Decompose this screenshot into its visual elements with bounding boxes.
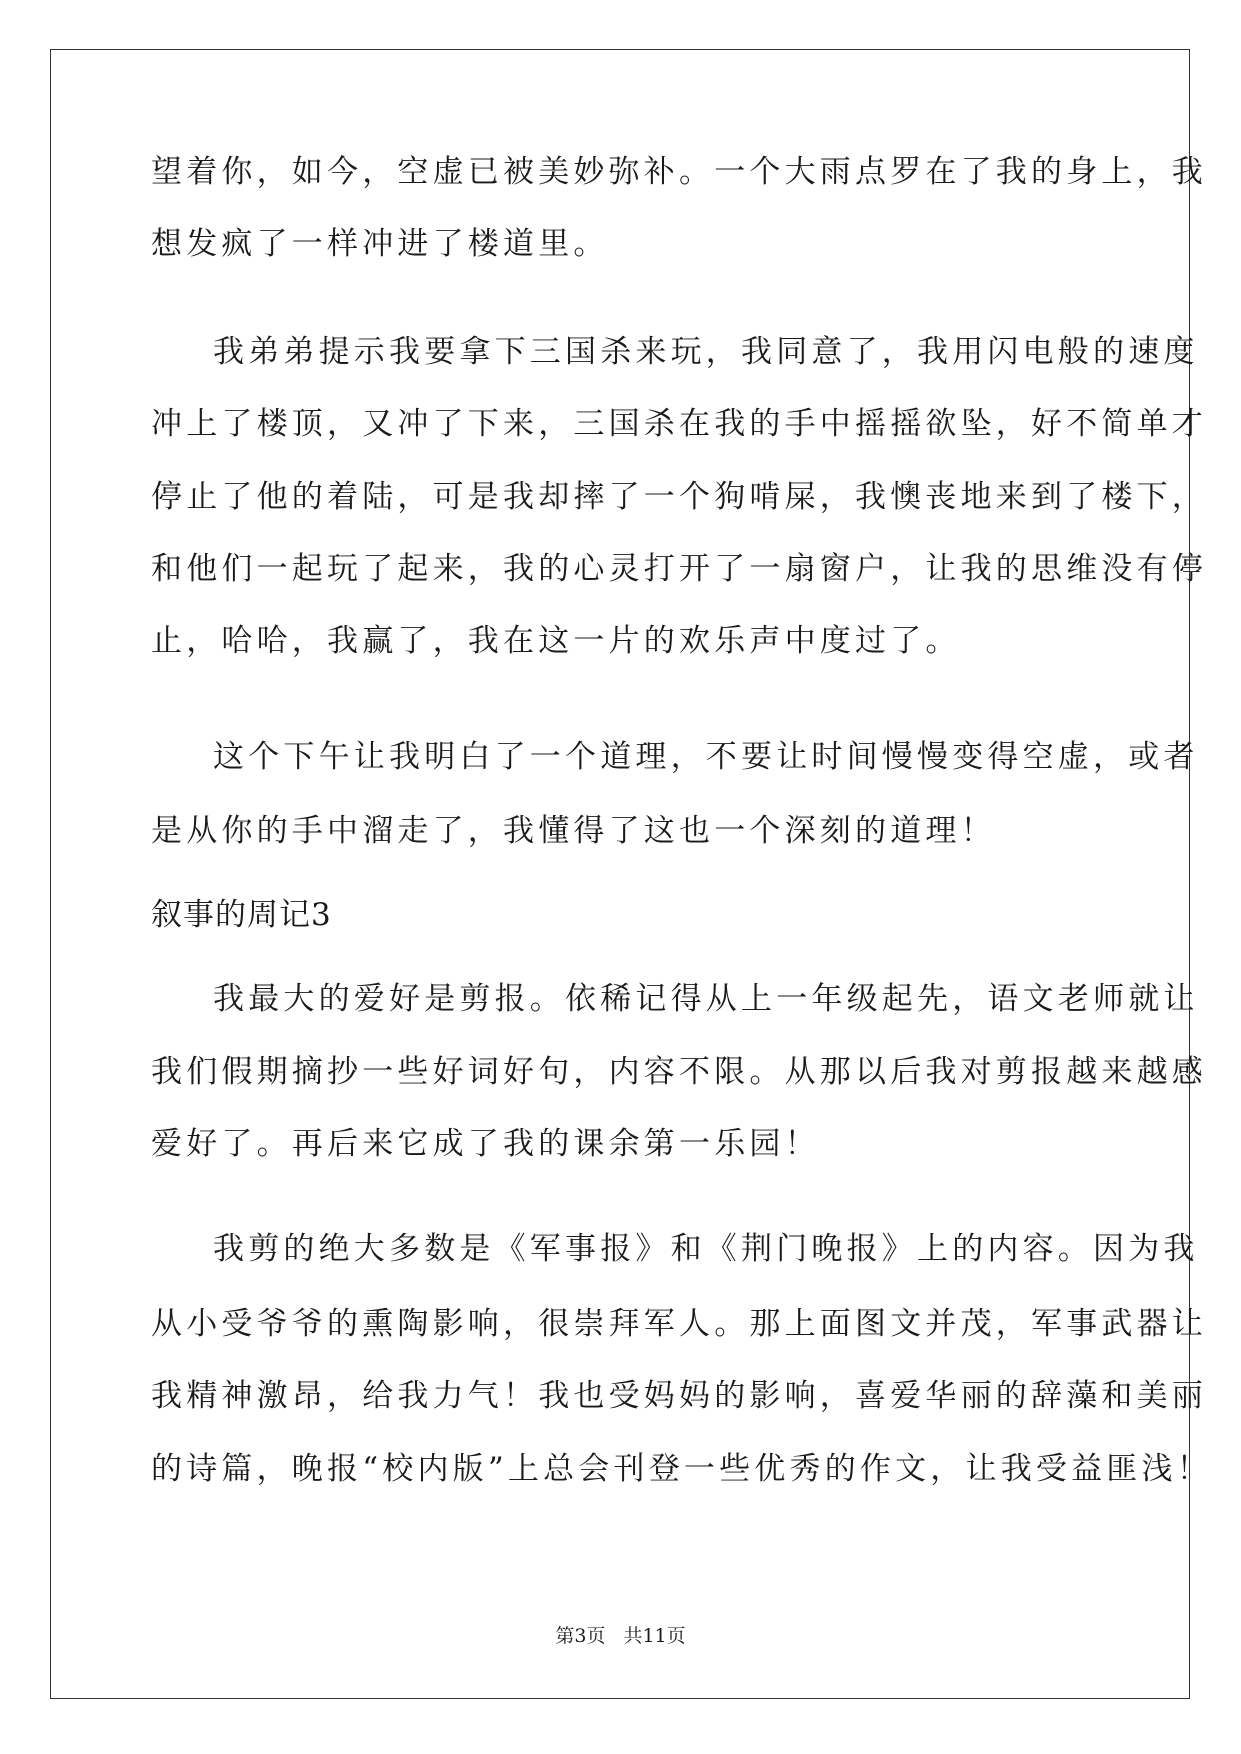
text-line: 是从你的手中溜走了，我懂得了这也一个深刻的道理！ (151, 813, 996, 849)
text-line: 这个下午让我明白了一个道理，不要让时间慢慢变得空虚，或者 (213, 739, 1199, 775)
text-line: 停止了他的着陆，可是我却摔了一个狗啃屎，我懊丧地来到了楼下， (151, 479, 1207, 515)
text-line: 止，哈哈，我赢了，我在这一片的欢乐声中度过了。 (151, 623, 961, 659)
text-line: 冲上了楼顶，又冲了下来，三国杀在我的手中摇摇欲坠，好不简单才 (151, 406, 1207, 442)
text-line: 想发疯了一样冲进了楼道里。 (151, 226, 609, 262)
total-pages: 共11页 (623, 1625, 686, 1647)
text-line: 从小受爷爷的熏陶影响，很崇拜军人。那上面图文并茂，军事武器让 (151, 1306, 1207, 1342)
text-line: 的诗篇，晚报“校内版”上总会刊登一些优秀的作文，让我受益匪浅！ (151, 1451, 1212, 1487)
page-number: 第3页 (555, 1625, 606, 1647)
text-line: 我精神激昂，给我力气！我也受妈妈的影响，喜爱华丽的辞藻和美丽 (151, 1378, 1207, 1414)
text-line: 我剪的绝大多数是《军事报》和《荆门晚报》上的内容。因为我 (213, 1231, 1199, 1267)
text-line: 我最大的爱好是剪报。依稀记得从上一年级起先，语文老师就让 (213, 981, 1199, 1017)
text-line: 和他们一起玩了起来，我的心灵打开了一扇窗户，让我的思维没有停 (151, 551, 1207, 587)
text-line: 望着你，如今，空虚已被美妙弥补。一个大雨点罗在了我的身上，我 (151, 154, 1207, 190)
section-heading: 叙事的周记3 (151, 897, 332, 933)
text-line: 爱好了。再后来它成了我的课余第一乐园！ (151, 1126, 820, 1162)
page-footer (0, 1624, 1241, 1648)
text-line: 我弟弟提示我要拿下三国杀来玩，我同意了，我用闪电般的速度 (213, 334, 1199, 370)
text-line: 我们假期摘抄一些好词好句，内容不限。从那以后我对剪报越来越感 (151, 1054, 1207, 1090)
